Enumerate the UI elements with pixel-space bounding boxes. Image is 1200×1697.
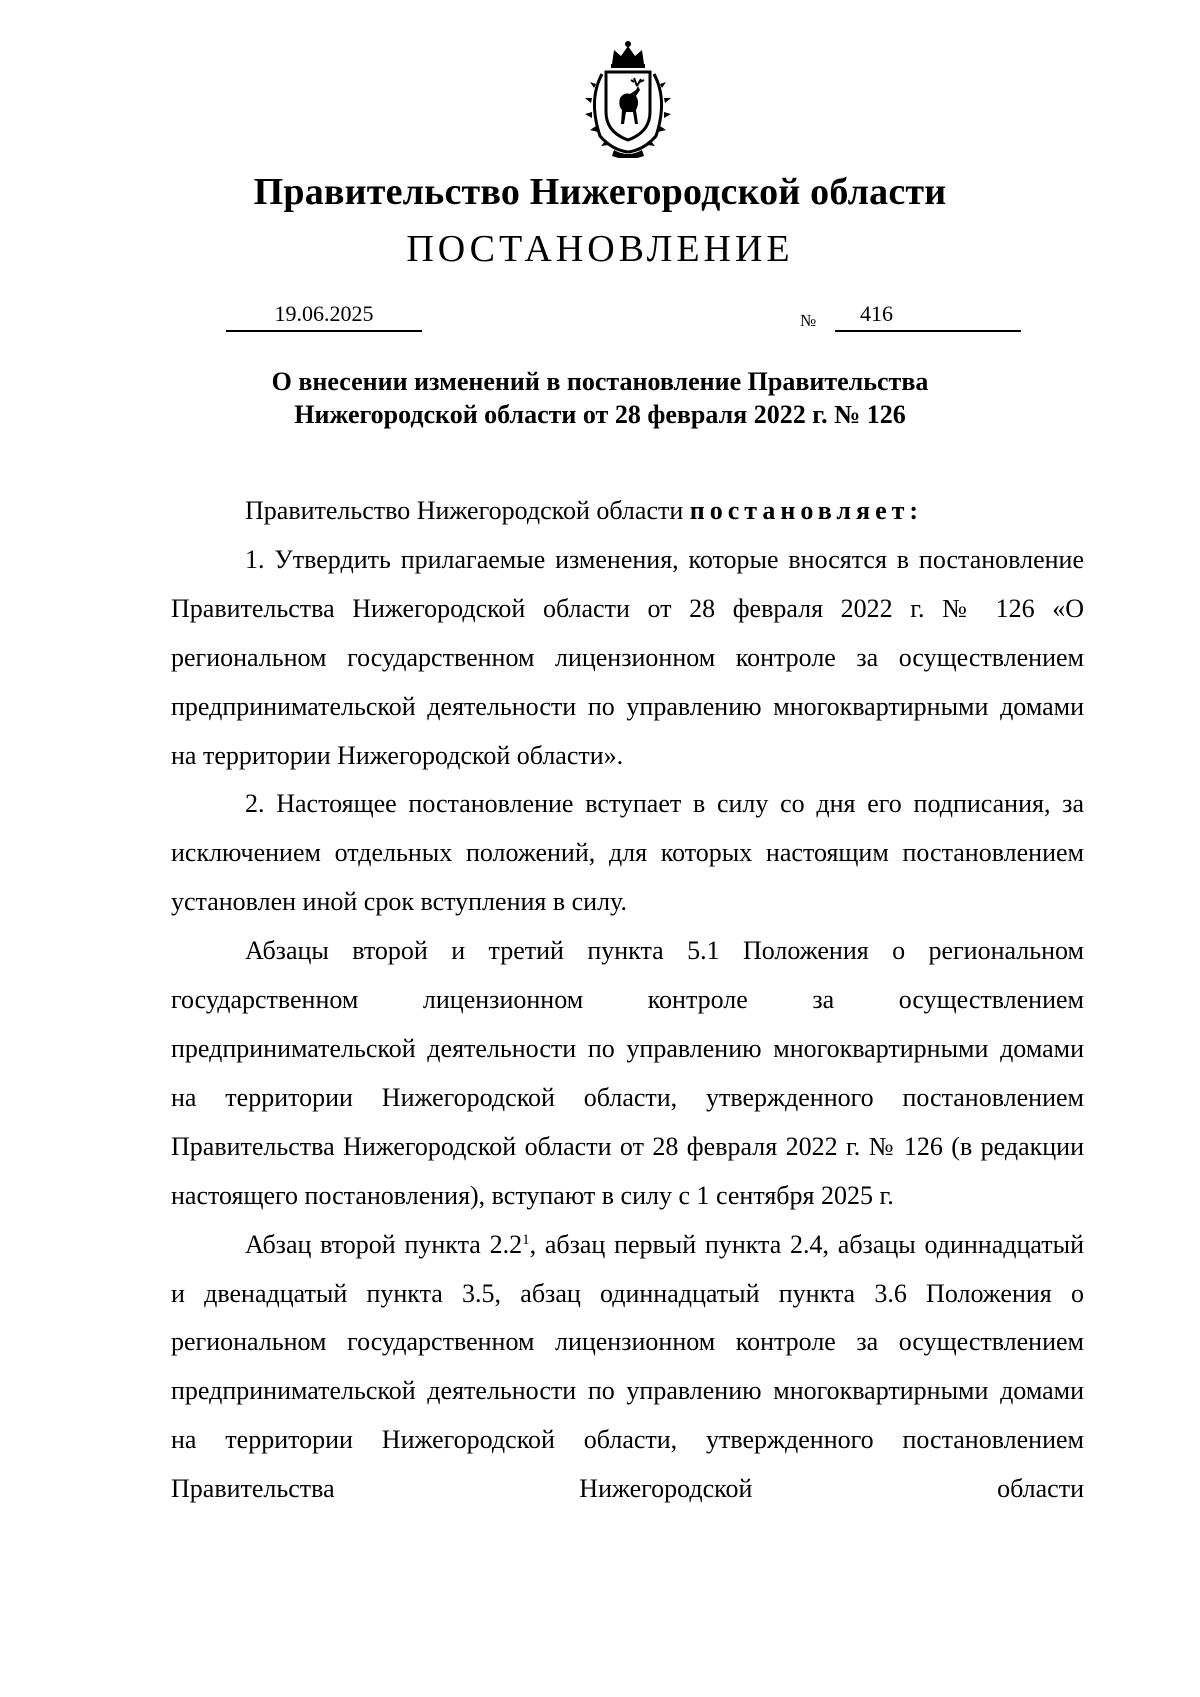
paragraph-4 [171,1221,1084,1514]
document-date [226,300,422,332]
paragraph-4-start: Абзац второй пункта 2.2 [245,1229,523,1259]
document-body [171,487,1084,1514]
organization-name: Правительство Нижегородской области [253,171,947,213]
paragraph-2: 2. Настоящее постановление вступает в силу со дня его подписания, за исключением отдельных положений, для которых настоящим постановлением установлен иной срок вступления в силу. [171,789,1084,917]
intro-verb: постановляет: [689,496,924,525]
document-title [150,365,1050,431]
paragraph-3: Абзацы второй и третий пункта 5.1 Положения о региональном государственном лицензионном контроле за осуществлением предпринимательской деятельности по управлению многоквартирными домами на территории Нижегородской области, утвержденного постановлением Правительства Нижегородской области от 28 февраля 2022 г. № 126 (в редакции настоящего постановления), вступают в силу с 1 сентября 2025 г. [171,936,1084,1210]
document-date-value: 19.06.2025 [274,301,374,326]
document-title-line-1: О внесении изменений в постановление Правительства [271,367,929,396]
document-type: ПОСТАНОВЛЕНИЕ [406,228,794,270]
document-title-line-2: Нижегородской области от 28 февраля 2022 г. № 126 [294,400,906,429]
intro-text: Правительство Нижегородской области [245,496,684,525]
paragraph-1: 1. Утвердить прилагаемые изменения, которые вносятся в постановление Правительства Нижегородской области от 28 февраля 2022 г. № 126 «О региональном государственном лицензионном контроле за осуществлением предпринимательской деятельности по управлению многоквартирными домами на территории Нижегородской области». [171,544,1084,770]
document-number [835,300,1021,332]
coat-of-arms-icon [574,40,682,158]
number-sign: № [800,311,817,330]
document-number-value: 416 [860,301,893,326]
intro-paragraph [171,487,1084,536]
paragraph-4-superscript: 1 [522,1231,530,1248]
paragraph-4-rest: , абзац первый пункта 2.4, абзацы одиннадцатый и двенадцатый пункта 3.5, абзац одиннадцатый пункта 3.6 Положения о региональном государственном лицензионном контроле за осуществлением предпринимательской деятельности по управлению многоквартирными домами на территории Нижегородской области, утвержденного постановлением Правительства Нижегородской области [171,1229,1085,1504]
